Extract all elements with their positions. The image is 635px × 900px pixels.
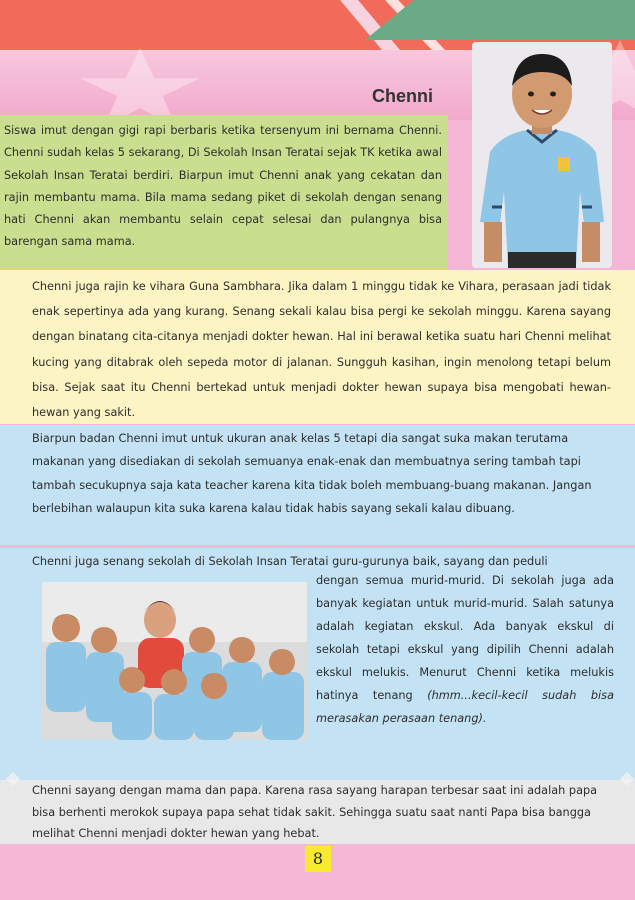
portrait-photo — [472, 42, 612, 268]
school-paragraph-first-line: Chenni juga senang sekolah di Sekolah Insan Teratai guru-gurunya baik, sayang dan peduli — [32, 555, 548, 568]
food-section — [0, 425, 635, 545]
intro-section — [0, 115, 448, 269]
school-paragraph-italic: (hmm...kecil-kecil sudah bisa merasakan perasaan tenang). — [316, 689, 614, 725]
family-paragraph: Chenni sayang dengan mama dan papa. Karena rasa sayang harapan terbesar saat ini adalah papa bisa berhenti merokok supaya papa sehat tidak sakit. Sehingga suatu saat nanti Papa bisa bangga melihat Chenni menjadi dokter hewan yang hebat. — [32, 784, 598, 840]
intro-paragraph: Siswa imut dengan gigi rapi berbaris ketika tersenyum ini bernama Chenni. Chenni sudah kelas 5 sekarang, Di Sekolah Insan Teratai sejak TK ketika awal Sekolah Insan Teratai berdiri. Biarpun imut Chenni anak yang cekatan dan rajin membantu mama. Bila mama sedang piket di sekolah dengan senang hati Chenni akan membantu selain cepat selesai dan pulangnya bisa barengan sama mama. — [4, 124, 442, 249]
school-paragraph-body — [316, 569, 614, 730]
vihara-paragraph: Chenni juga rajin ke vihara Guna Sambhara. Jika dalam 1 minggu tidak ke Vihara, perasaan jadi tidak enak sepertinya ada yang kurang. Senang sekali kalau bisa pergi ke sekolah minggu. Karena sayang dengan binatang cita-citanya menjadi dokter hewan. Hal ini berawal ketika suatu hari Chenni melihat kucing yang ditabrak oleh sepeda motor di jalanan. Sungguh kasihan, ingin menolong tetapi belum bisa. Sejak saat itu Chenni bertekad untuk menjadi dokter hewan supaya bisa mengobati hewan-hewan yang sakit. — [32, 280, 611, 420]
school-section — [0, 548, 635, 780]
vihara-section — [0, 270, 635, 424]
decorative-green-panel — [365, 0, 635, 40]
school-paragraph-text: dengan semua murid-murid. Di sekolah juga ada banyak kegiatan untuk murid-murid. Salah satunya adalah kegiatan ekskul. Ada banyak ekskul di sekolah tetapi ekskul yang dipilih Chenni adalah ekskul melukis. Menurut Chenni ketika melukis hatinya tenang — [316, 574, 614, 702]
group-photo — [42, 582, 307, 740]
page-title: Chenni — [372, 86, 433, 106]
page-number: 8 — [305, 846, 331, 872]
food-paragraph: Biarpun badan Chenni imut untuk ukuran anak kelas 5 tetapi dia sangat suka makan terutama makanan yang disediakan di sekolah semuanya enak-enak dan membuatnya sering tambah tapi tambah secukupnya saja kata teacher karena kita tidak boleh membuang-buang makanan. Jangan berlebihan walaupun kita suka karena kalau tidak habis sayang sekali kalau dibuang. — [32, 432, 592, 516]
family-section — [0, 780, 635, 844]
